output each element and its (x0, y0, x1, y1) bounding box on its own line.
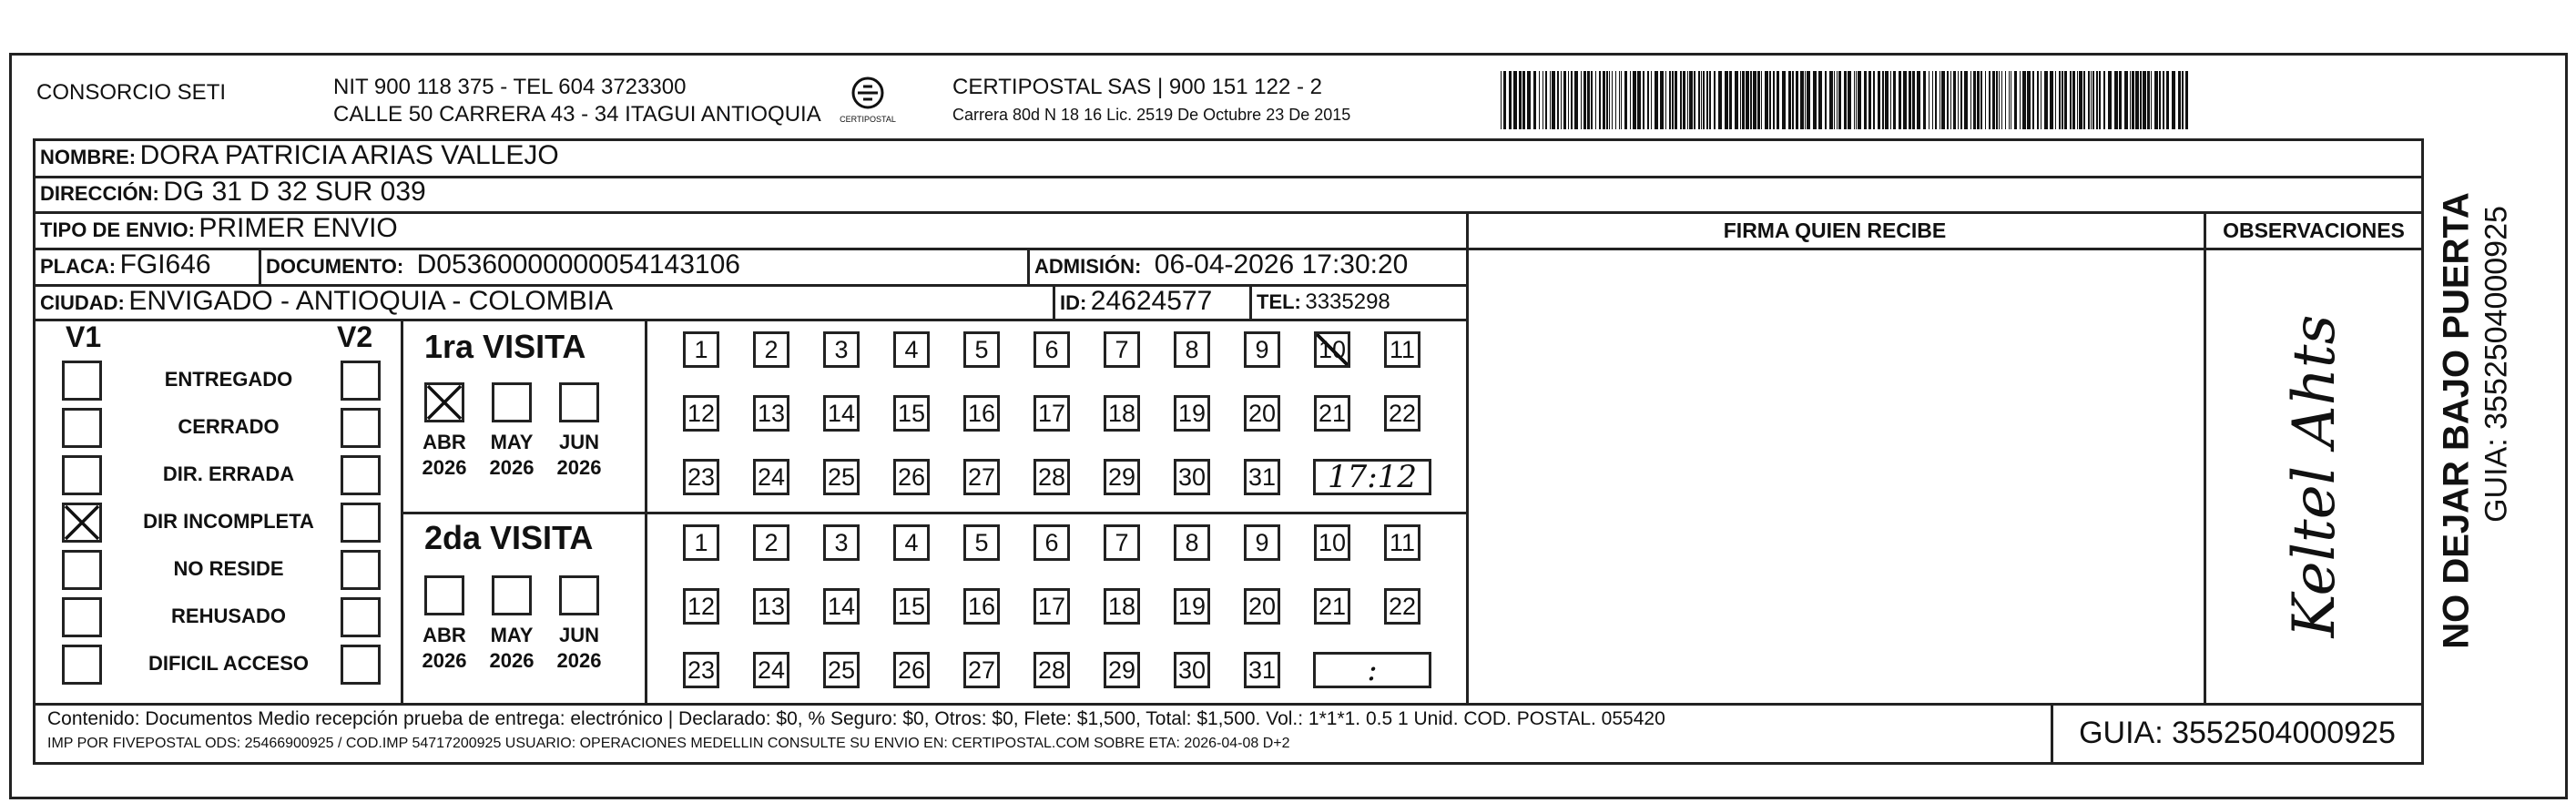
day-box[interactable]: 1 (683, 331, 719, 368)
day-box[interactable]: 28 (1033, 652, 1070, 688)
day-box[interactable]: 17 (1033, 588, 1070, 625)
month-year: 2026 (556, 649, 602, 672)
status-label: NO RESIDE (173, 557, 284, 580)
ciudad-field (40, 286, 613, 317)
firma-header: FIRMA QUIEN RECIBE (1723, 219, 1947, 242)
observaciones-header: OBSERVACIONES (2223, 219, 2405, 242)
month-name: ABR (423, 431, 466, 453)
barcode (1501, 71, 2193, 129)
day-box[interactable]: 20 (1244, 588, 1280, 625)
day-box[interactable]: 25 (823, 652, 860, 688)
status-label: DIFICIL ACCESO (148, 652, 309, 675)
month-label (547, 623, 611, 674)
month-checkbox[interactable] (424, 575, 464, 615)
footer-guia: GUIA: 3552504000925 (2079, 716, 2396, 750)
ciudad-value: ENVIGADO - ANTIOQUIA - COLOMBIA (128, 286, 614, 316)
month-year: 2026 (556, 456, 602, 479)
day-box[interactable]: 12 (683, 395, 719, 432)
status-label: ENTREGADO (164, 368, 293, 391)
month-checkbox[interactable] (559, 575, 599, 615)
day-box[interactable]: 29 (1104, 459, 1140, 495)
ciudad-label: CIUDAD: (40, 291, 125, 314)
day-box[interactable]: 8 (1174, 331, 1210, 368)
placa-value: FGI646 (119, 249, 211, 280)
side-guia: GUIA: 3552504000925 (2479, 206, 2514, 523)
month-name: MAY (490, 624, 534, 646)
first-visit-title: 1ra VISITA (424, 328, 586, 365)
day-box[interactable]: 20 (1244, 395, 1280, 432)
footer-content: Contenido: Documentos Medio recepción prueba de entrega: electrónico | Declarado: $0, % Seguro: $0, Otros: $0, Flete: $1,500, Total: $1,500. Vol.: 1*1*1. 0.5 1 Unid. COD. POSTAL. 055420 (47, 708, 1665, 729)
day-box[interactable]: 13 (753, 588, 789, 625)
month-name: JUN (558, 624, 599, 646)
company-name: CONSORCIO SETI (36, 80, 227, 105)
day-box[interactable]: 2 (753, 524, 789, 561)
nombre-value: DORA PATRICIA ARIAS VALLEJO (139, 140, 559, 170)
company-address: CALLE 50 CARRERA 43 - 34 ITAGUI ANTIOQUIA (333, 102, 821, 127)
day-box[interactable]: 10 (1314, 524, 1350, 561)
day-box[interactable]: 6 (1033, 331, 1070, 368)
day-box[interactable]: 9 (1244, 524, 1280, 561)
logo-text: CERTIPOSTAL (840, 115, 896, 124)
day-box[interactable]: 8 (1174, 524, 1210, 561)
day-box[interactable]: 26 (893, 459, 930, 495)
day-box[interactable]: 22 (1384, 588, 1420, 625)
documento-field (266, 249, 740, 280)
month-checkbox[interactable] (559, 382, 599, 422)
month-label (480, 623, 544, 674)
day-box[interactable]: 23 (683, 652, 719, 688)
day-box[interactable]: 14 (823, 395, 860, 432)
v1-checkbox[interactable] (62, 550, 102, 590)
admision-value: 06-04-2026 17:30:20 (1154, 249, 1409, 280)
direccion-row (40, 177, 426, 208)
v2-checkbox[interactable] (341, 550, 381, 590)
documento-value: D05360000000054143106 (416, 249, 740, 280)
day-box[interactable]: 16 (963, 395, 1000, 432)
day-box[interactable]: 31 (1244, 652, 1280, 688)
documento-label: DOCUMENTO: (266, 255, 404, 278)
month-year: 2026 (422, 649, 467, 672)
day-box[interactable]: 21 (1314, 395, 1350, 432)
day-box[interactable]: 31 (1244, 459, 1280, 495)
second-visit-title: 2da VISITA (424, 519, 594, 556)
day-box[interactable]: 15 (893, 395, 930, 432)
day-box[interactable]: 7 (1104, 524, 1140, 561)
day-box[interactable]: 19 (1174, 395, 1210, 432)
day-box[interactable]: 24 (753, 652, 789, 688)
month-checkbox[interactable] (424, 382, 464, 422)
status-label: DIR INCOMPLETA (143, 510, 314, 533)
day-box[interactable]: 29 (1104, 652, 1140, 688)
v2-header: V2 (337, 320, 373, 353)
signature (2213, 253, 2418, 699)
id-field (1060, 286, 1212, 317)
day-box[interactable]: 21 (1314, 588, 1350, 625)
direccion-value: DG 31 D 32 SUR 039 (163, 177, 426, 207)
month-label (480, 430, 544, 481)
v1-checkbox[interactable] (62, 645, 102, 685)
day-box[interactable]: 27 (963, 652, 1000, 688)
tel-field (1257, 290, 1390, 315)
day-box[interactable]: 18 (1104, 395, 1140, 432)
day-box[interactable]: 3 (823, 331, 860, 368)
nombre-row (40, 140, 559, 171)
time-box[interactable]: : (1313, 652, 1431, 688)
tipo-value: PRIMER ENVIO (199, 213, 398, 243)
day-box[interactable]: 5 (963, 331, 1000, 368)
v2-checkbox[interactable] (341, 597, 381, 637)
month-name: MAY (490, 431, 534, 453)
id-value: 24624577 (1090, 286, 1213, 316)
status-label: REHUSADO (171, 605, 286, 627)
v1-header: V1 (66, 320, 102, 353)
day-box[interactable]: 15 (893, 588, 930, 625)
day-box[interactable]: 1 (683, 524, 719, 561)
v1-checkbox[interactable] (62, 408, 102, 448)
company-nit: NIT 900 118 375 - TEL 604 3723300 (333, 75, 687, 99)
month-name: ABR (423, 624, 466, 646)
placa-field (40, 249, 211, 280)
day-box[interactable]: 17 (1033, 395, 1070, 432)
id-label: ID: (1060, 291, 1087, 314)
direccion-label: DIRECCIÓN: (40, 182, 159, 205)
v2-checkbox[interactable] (341, 645, 381, 685)
day-box[interactable]: 11 (1384, 331, 1420, 368)
day-box[interactable]: 10 (1314, 331, 1350, 368)
no-dejar-bajo-puerta: NO DEJAR BAJO PUERTA (2436, 192, 2477, 649)
nombre-label: NOMBRE: (40, 146, 137, 168)
day-box[interactable]: 12 (683, 588, 719, 625)
status-label: DIR. ERRADA (162, 462, 295, 485)
day-box[interactable]: 7 (1104, 331, 1140, 368)
v1-checkbox[interactable] (62, 503, 102, 543)
day-box[interactable]: 30 (1174, 652, 1210, 688)
day-box[interactable]: 2 (753, 331, 789, 368)
v1-checkbox[interactable] (62, 455, 102, 495)
v2-checkbox[interactable] (341, 408, 381, 448)
day-box[interactable]: 6 (1033, 524, 1070, 561)
month-label (412, 430, 476, 481)
v2-checkbox[interactable] (341, 361, 381, 401)
day-box[interactable]: 24 (753, 459, 789, 495)
footer-imp: IMP POR FIVEPOSTAL ODS: 25466900925 / COD.IMP 54717200925 USUARIO: OPERACIONES MEDELLIN CONSULTE SU ENVIO EN: CERTIPOSTAL.COM SOBRE ETA: 2026-04-08 D+2 (47, 736, 1290, 751)
day-box[interactable]: 11 (1384, 524, 1420, 561)
v1-checkbox[interactable] (62, 361, 102, 401)
carrier-info: CERTIPOSTAL SAS | 900 151 122 - 2 (952, 75, 1322, 99)
month-year: 2026 (489, 456, 535, 479)
v1-checkbox[interactable] (62, 597, 102, 637)
day-box[interactable]: 4 (893, 331, 930, 368)
month-label (547, 430, 611, 481)
day-box[interactable]: 9 (1244, 331, 1280, 368)
day-box[interactable]: 4 (893, 524, 930, 561)
month-checkbox[interactable] (492, 382, 532, 422)
certipostal-logo (836, 73, 900, 129)
admision-label: ADMISIÓN: (1034, 255, 1142, 278)
tel-label: TEL: (1257, 290, 1301, 313)
v2-checkbox[interactable] (341, 503, 381, 543)
time-box[interactable]: 17:12 (1313, 459, 1431, 495)
day-box[interactable]: 26 (893, 652, 930, 688)
month-year: 2026 (489, 649, 535, 672)
tipo-label: TIPO DE ENVIO: (40, 219, 195, 241)
tipo-row (40, 213, 398, 244)
carrier-license: Carrera 80d N 18 16 Lic. 2519 De Octubre 23 De 2015 (952, 106, 1351, 124)
day-box[interactable]: 18 (1104, 588, 1140, 625)
signature-text: Keltel Ahts (2281, 314, 2348, 638)
v2-checkbox[interactable] (341, 455, 381, 495)
month-year: 2026 (422, 456, 467, 479)
day-box[interactable]: 16 (963, 588, 1000, 625)
day-box[interactable]: 25 (823, 459, 860, 495)
day-box[interactable]: 13 (753, 395, 789, 432)
day-box[interactable]: 22 (1384, 395, 1420, 432)
month-checkbox[interactable] (492, 575, 532, 615)
placa-label: PLACA: (40, 255, 117, 278)
day-box[interactable]: 14 (823, 588, 860, 625)
admision-field (1034, 249, 1408, 280)
day-box[interactable]: 19 (1174, 588, 1210, 625)
day-box[interactable]: 28 (1033, 459, 1070, 495)
month-name: JUN (558, 431, 599, 453)
day-box[interactable]: 5 (963, 524, 1000, 561)
day-box[interactable]: 23 (683, 459, 719, 495)
tel-value: 3335298 (1305, 290, 1390, 314)
status-label: CERRADO (178, 415, 280, 438)
day-box[interactable]: 27 (963, 459, 1000, 495)
day-box[interactable]: 3 (823, 524, 860, 561)
day-box[interactable]: 30 (1174, 459, 1210, 495)
month-label (412, 623, 476, 674)
